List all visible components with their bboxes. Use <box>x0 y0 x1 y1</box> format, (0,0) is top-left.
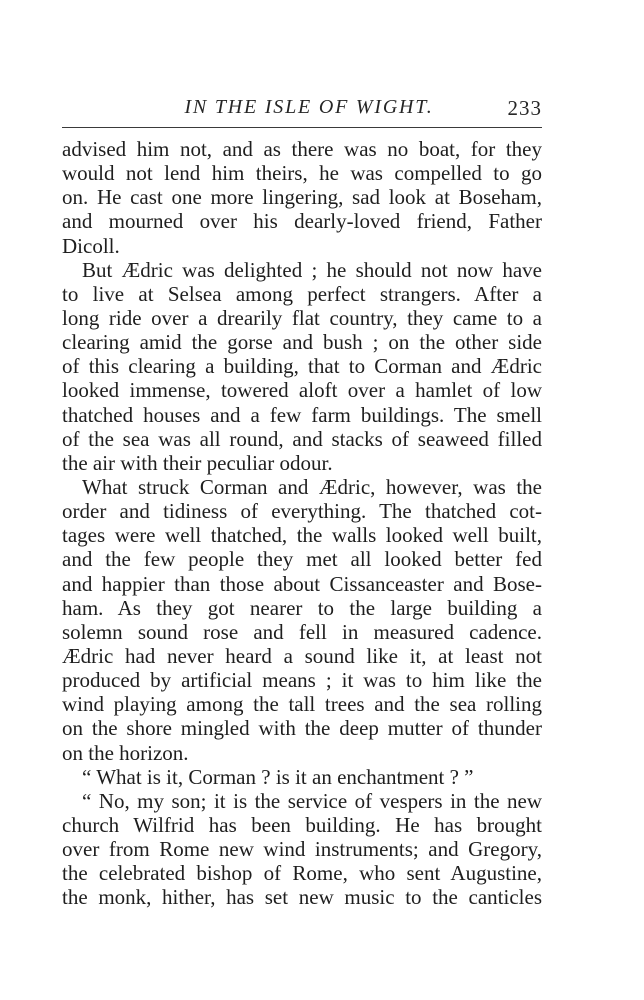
text-line: and mourned over his dearly-loved friend, Father <box>62 209 542 234</box>
text-line: to live at Selsea among perfect strangers. After a <box>62 281 542 306</box>
text-line: “ What is it, Corman ? is it an enchantment ? ” <box>82 764 474 789</box>
text-line: of the sea was all round, and stacks of seaweed filled <box>62 426 542 451</box>
text-line: on the horizon. <box>62 740 189 765</box>
text-line: thatched houses and a few farm buildings. The smell <box>62 402 542 427</box>
text-line: the air with their peculiar odour. <box>62 450 333 475</box>
text-line: and happier than those about Cissanceaster and Bose- <box>62 571 542 596</box>
text-line: over from Rome new wind instruments; and Gregory, <box>62 837 542 862</box>
text-line: solemn sound rose and fell in measured cadence. <box>62 619 542 644</box>
text-line: advised him not, and as there was no boat, for they <box>62 137 542 161</box>
text-line: on the shore mingled with the deep mutter of thunder <box>62 716 542 741</box>
running-title: IN THE ISLE OF WIGHT. <box>184 96 434 118</box>
text-line: What struck Corman and Ædric, however, was the <box>82 474 542 499</box>
text-line: tages were well thatched, the walls looked well built, <box>62 523 542 548</box>
text-line: “ No, my son; it is the service of vespers in the new <box>82 788 542 813</box>
text-line: long ride over a drearily flat country, they came to a <box>62 305 542 330</box>
text-line: Ædric had never heard a sound like it, at least not <box>62 643 542 668</box>
page-number: 233 <box>507 96 542 120</box>
text-line: looked immense, towered aloft over a hamlet of low <box>62 378 542 403</box>
text-line: wind playing among the tall trees and the sea rolling <box>62 692 542 717</box>
text-line: on. He cast one more lingering, sad look at Boseham, <box>62 185 542 210</box>
page-header <box>62 96 542 128</box>
text-line: would not lend him theirs, he was compelled to go <box>62 161 542 186</box>
body-text <box>62 137 542 910</box>
text-line: the monk, hither, has set new music to the canticles <box>62 885 542 910</box>
header-rule <box>62 127 542 128</box>
text-line: clearing amid the gorse and bush ; on the other side <box>62 330 542 355</box>
text-line: of this clearing a building, that to Corman and Ædric <box>62 354 542 379</box>
text-line: ham. As they got nearer to the large building a <box>62 595 542 620</box>
text-line: and the few people they met all looked better fed <box>62 547 542 572</box>
text-line: Dicoll. <box>62 233 120 258</box>
text-line: church Wilfrid has been building. He has brought <box>62 812 542 837</box>
text-line: produced by artificial means ; it was to him like the <box>62 668 542 693</box>
text-line: the celebrated bishop of Rome, who sent Augustine, <box>62 861 542 886</box>
text-line: But Ædric was delighted ; he should not now have <box>82 257 542 282</box>
text-line: order and tidiness of everything. The thatched cot- <box>62 499 542 524</box>
